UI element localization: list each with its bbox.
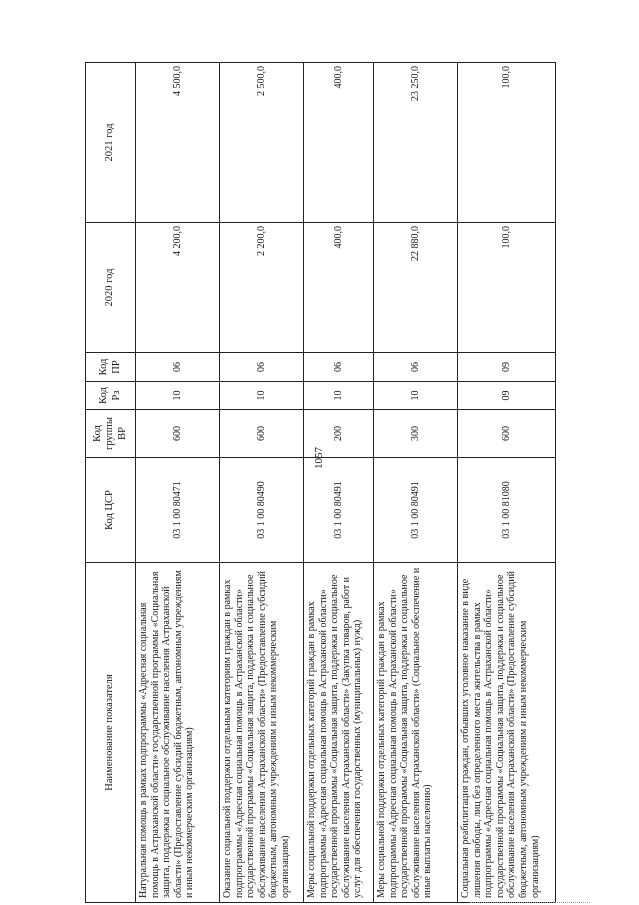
cell-name: Оказание социальной поддержки отдельным категориям граждан в рамках подпрограммы «Адресная социальная помощь в Астраханской области» государственной программы «Социальная защита, поддержка и социальное обслуживание населения Астраханской области» (Предоставление субсидий бюджетным, автономным учреждениям и иным некоммерческим организациям) — [220, 563, 304, 903]
table-row — [304, 63, 374, 903]
header-name: Наименование показателя — [86, 563, 136, 903]
cell-pr: 06 — [304, 353, 374, 382]
cell-rz: 10 — [220, 382, 304, 410]
cell-name: Меры социальной поддержки отдельных категорий граждан в рамках подпрограммы «Адресная социальная помощь в Астраханской области» государственной программы «Социальная защита, поддержка и социальное обслуживание населения Астраханской области» (Закупка товаров, работ и услуг для обеспечения государственных (муниципальных) нужд) — [304, 563, 374, 903]
table-row — [136, 63, 220, 903]
cell-2020: 4 200,0 — [136, 223, 220, 353]
budget-table-container — [85, 63, 555, 903]
cell-2020: 22 880,0 — [374, 223, 458, 353]
cell-2021: 4 500,0 — [136, 63, 220, 223]
cell-vr: 300 — [374, 410, 458, 458]
cell-vr: 600 — [458, 410, 556, 458]
cell-2020: 2 200,0 — [220, 223, 304, 353]
table-row — [458, 63, 556, 903]
page-number: 1057 — [313, 447, 325, 469]
cell-rz: 10 — [374, 382, 458, 410]
budget-table — [85, 62, 556, 903]
cell-2020: 400,0 — [304, 223, 374, 353]
table-row — [220, 63, 304, 903]
cell-csr: 03 1 00 80491 — [374, 458, 458, 563]
cell-pr: 06 — [136, 353, 220, 382]
header-2020: 2020 год — [86, 223, 136, 353]
cell-vr: 600 — [220, 410, 304, 458]
cell-rz: 10 — [136, 382, 220, 410]
cell-name: Меры социальной поддержки отдельных категорий граждан в рамках подпрограммы «Адресная социальная помощь в Астраханской области» государственной программы «Социальная защита, поддержка и социальное обслуживание населения Астраханской области» (Социальное обеспечение и иные выплаты населению) — [374, 563, 458, 903]
cell-vr: 600 — [136, 410, 220, 458]
table-row — [374, 63, 458, 903]
header-csr: Код ЦСР — [86, 458, 136, 563]
footer-divider — [470, 902, 590, 903]
header-rz: Код Рз — [86, 382, 136, 410]
cell-name: Натуральная помощь в рамках подпрограммы «Адресная социальная помощь в Астраханской области» государственной программы «Социальная защита, поддержка и социальное обслуживание населения Астраханской области» (Предоставление субсидий бюджетным, автономным учреждениям и иным некоммерческим организациям) — [136, 563, 220, 903]
cell-name: Социальная реабилитация граждан, отбывших уголовное наказание в виде лишения свободы, лиц без определенного места жительства в рамках подпрограммы «Адресная социальная помощь в Астраханской области» государственной программы «Социальная защита, поддержка и социальное обслуживание населения Астраханской области» (Предоставление субсидий бюджетным, автономным учреждениям и иным некоммерческим организациям) — [458, 563, 556, 903]
cell-2020: 100,0 — [458, 223, 556, 353]
cell-2021: 100,0 — [458, 63, 556, 223]
cell-csr: 03 1 00 80490 — [220, 458, 304, 563]
cell-pr: 09 — [458, 353, 556, 382]
cell-rz: 10 — [304, 382, 374, 410]
cell-rz: 09 — [458, 382, 556, 410]
cell-pr: 06 — [220, 353, 304, 382]
cell-2021: 23 250,0 — [374, 63, 458, 223]
cell-2021: 400,0 — [304, 63, 374, 223]
cell-csr: 03 1 00 80491 — [304, 458, 374, 563]
cell-csr: 03 1 00 80471 — [136, 458, 220, 563]
cell-vr: 200 — [304, 410, 374, 458]
header-vr: Код группы ВР — [86, 410, 136, 458]
cell-csr: 03 1 00 81080 — [458, 458, 556, 563]
header-2021: 2021 год — [86, 63, 136, 223]
table-header-row — [86, 63, 136, 903]
cell-pr: 06 — [374, 353, 458, 382]
header-pr: Код ПР — [86, 353, 136, 382]
cell-2021: 2 500,0 — [220, 63, 304, 223]
